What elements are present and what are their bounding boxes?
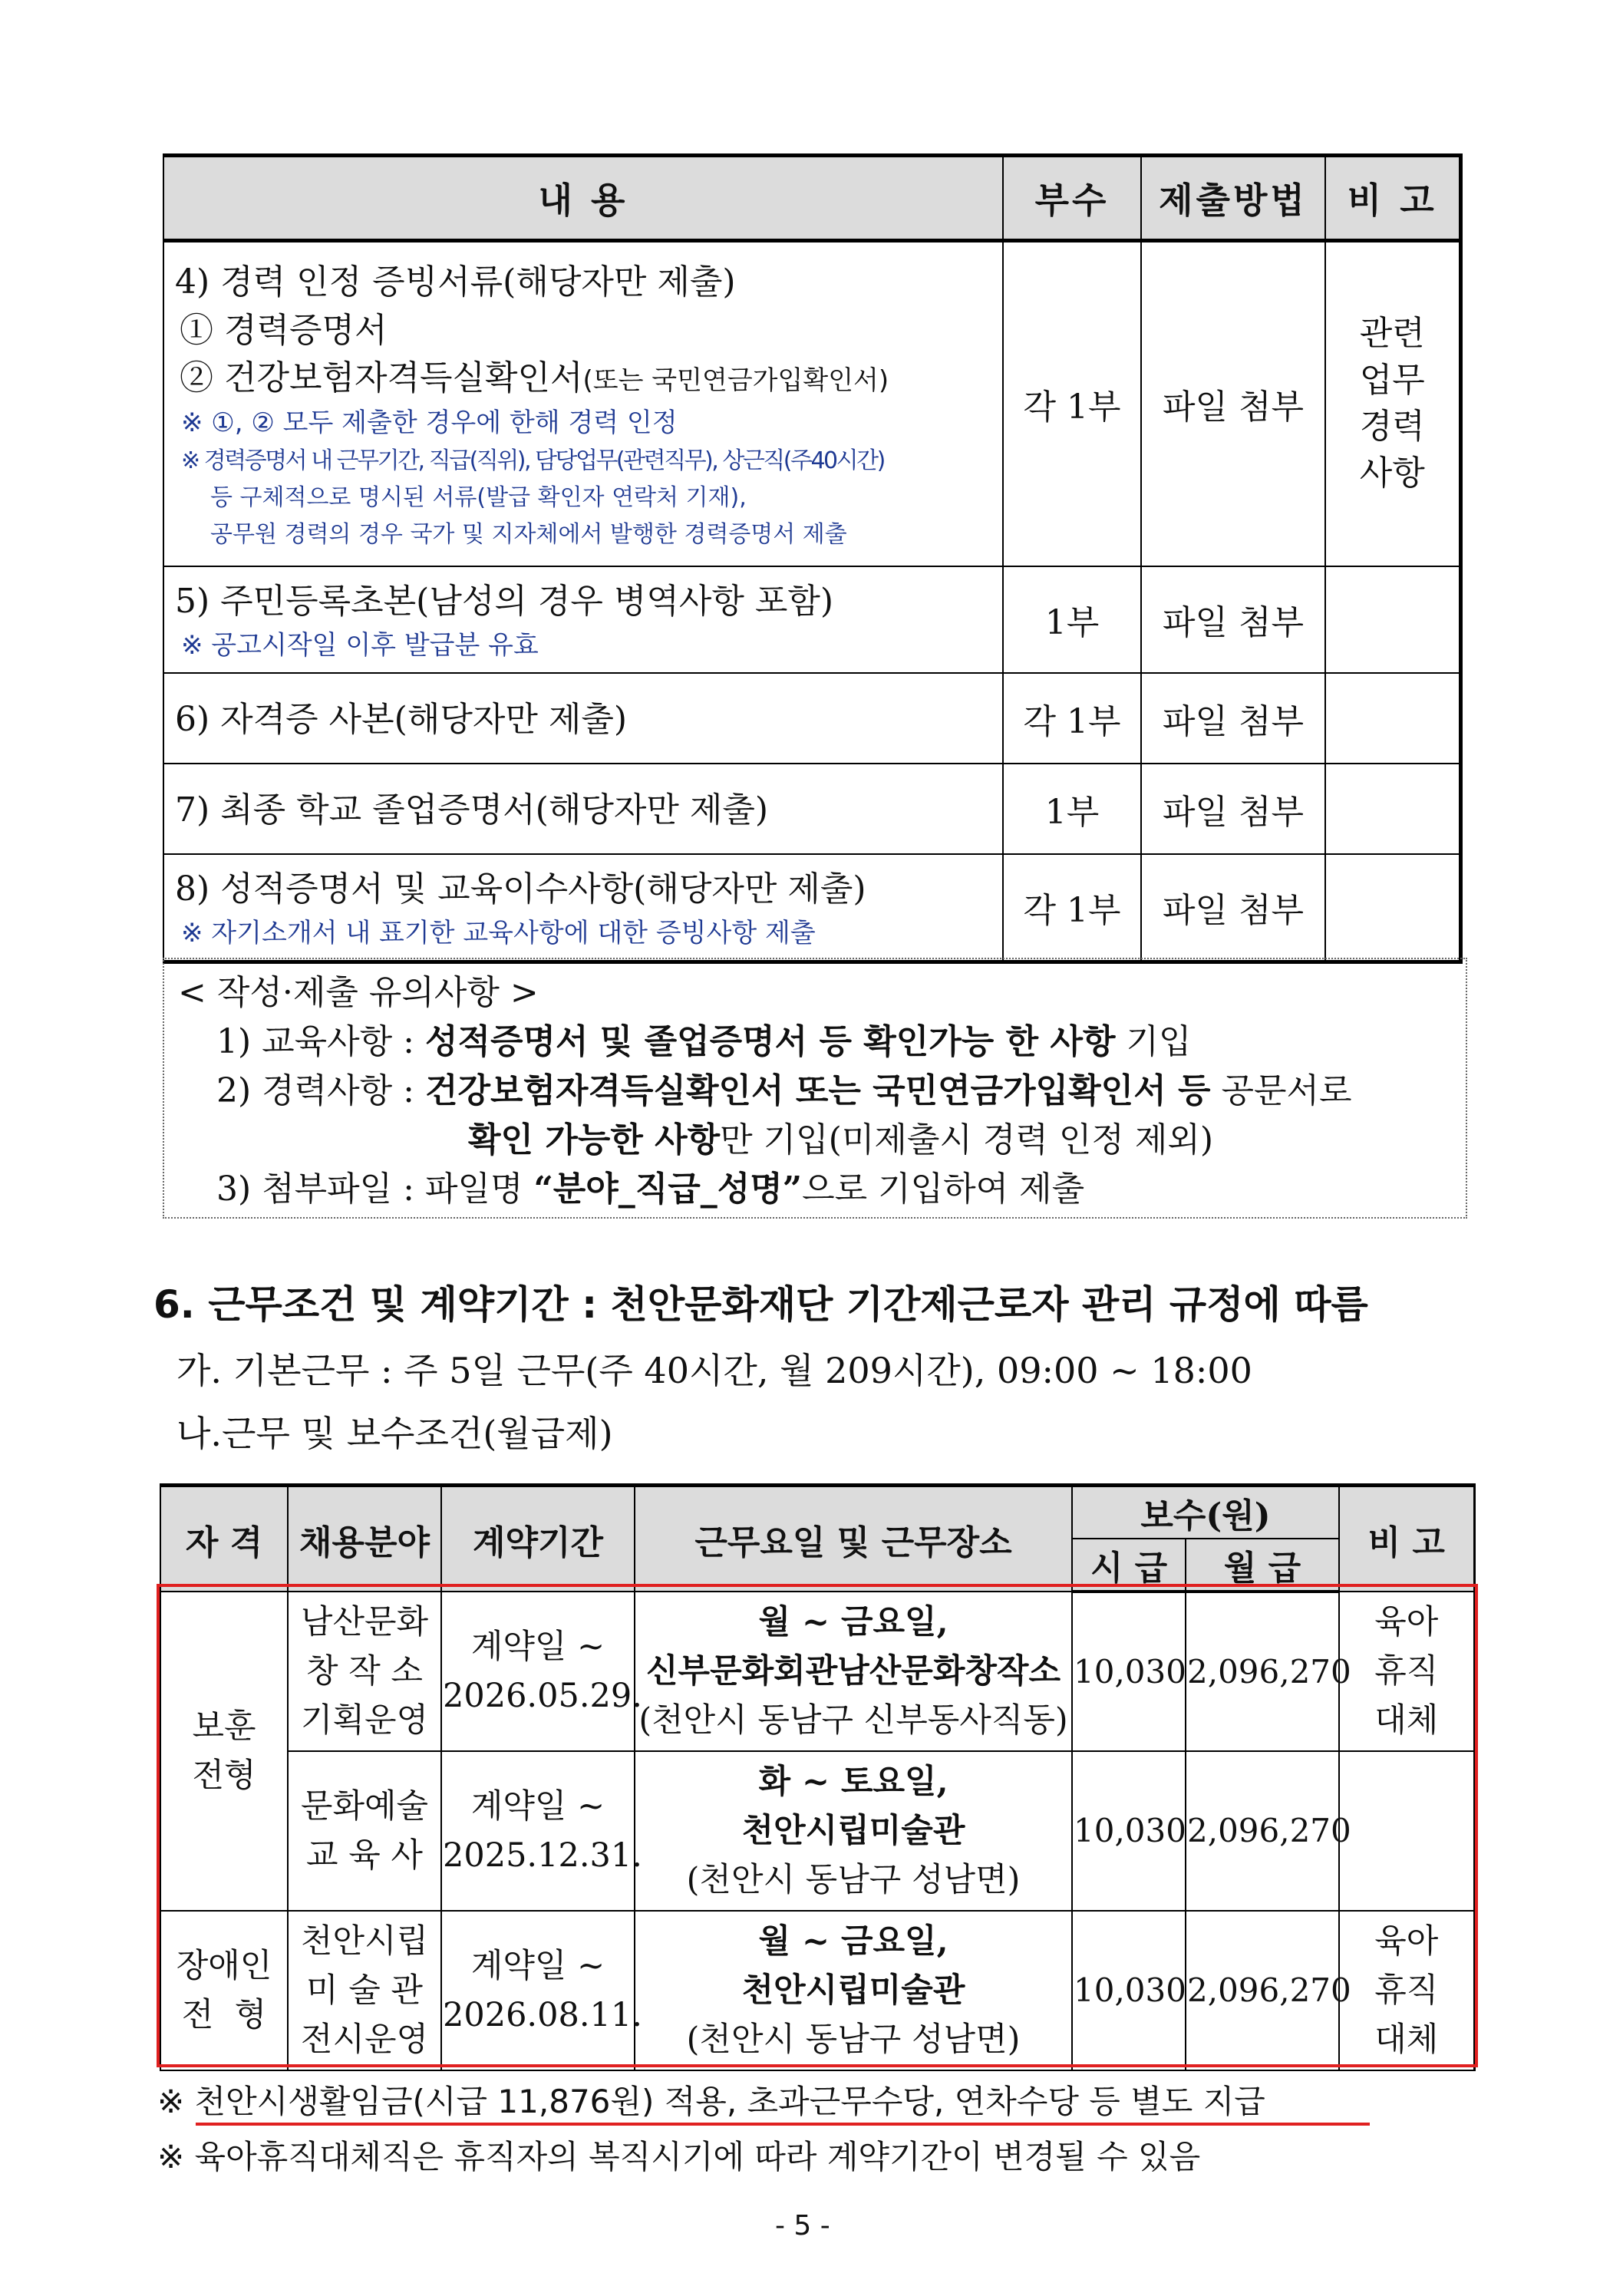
table-row-graduation: [163, 764, 1460, 854]
career-note-2a: ※ 경력증명서 내 근무기간, 직급(직위), 담당업무(관련직무), 상근직(주40시간): [181, 447, 884, 475]
documents-table: [163, 153, 1463, 964]
field-line: 전시운영: [300, 2021, 429, 2059]
health-insurance-item: [175, 355, 991, 402]
place-cell: [635, 1751, 1072, 1911]
graduation-text: 7) 최종 학교 졸업증명서(해당자만 제출): [163, 764, 1003, 854]
work-address: (천안시 동남구 신부동사직동): [638, 1701, 1068, 1740]
header-content: 내 용: [163, 156, 1003, 241]
monthly-wage: 2,096,270: [1186, 1911, 1339, 2070]
license-copies: 각 1부: [1003, 673, 1141, 764]
remarks-cell: [1339, 1911, 1474, 2070]
item-suffix: 으로 기입하여 제출: [802, 1169, 1085, 1209]
notes-item-education: [178, 1018, 1452, 1067]
item-prefix: 1) 교육사항 :: [216, 1022, 425, 1061]
field-cell: [288, 1911, 441, 2070]
header-remarks: 비 고: [1339, 1486, 1474, 1592]
transcript-copies: 각 1부: [1003, 854, 1141, 962]
resident-remarks: [1325, 566, 1460, 673]
work-days: 월 ~ 금요일,: [758, 1922, 948, 1961]
header-place: 근무요일 및 근무장소: [635, 1486, 1072, 1592]
place-cell: [635, 1592, 1072, 1751]
notes-item-career: [178, 1067, 1452, 1116]
career-note-2c: 공무원 경력의 경우 국가 및 지자체에서 발행한 경력증명서 제출: [210, 521, 847, 549]
remark-line: 사항: [1359, 453, 1425, 493]
table-row-resident: [163, 566, 1460, 673]
period-cell: [441, 1751, 642, 1911]
red-underline: [196, 2123, 1370, 2126]
career-cert-item: ① 경력증명서: [180, 310, 388, 350]
period-line: 2026.05.29.: [443, 1677, 642, 1715]
work-venue: 신부문화회관남산문화창작소: [646, 1652, 1061, 1691]
graduation-remarks: [1325, 764, 1460, 854]
period-line: 계약일 ~: [470, 1947, 605, 1985]
group-label-line: 보훈: [192, 1707, 256, 1746]
work-venue: 천안시립미술관: [741, 1812, 965, 1850]
resident-method: 파일 첨부: [1141, 566, 1325, 673]
career-note-2b: 등 구체적으로 명시된 서류(발급 확인자 연락처 기재),: [210, 484, 747, 512]
remark-line: 육아: [1374, 1922, 1439, 1961]
field-line: 창 작 소: [306, 1652, 423, 1691]
remarks-cell: [1339, 1751, 1474, 1911]
field-line: 미 술 관: [306, 1971, 423, 2010]
transcript-cell: [163, 854, 1003, 962]
footnote-parental-leave: ※ 육아휴직대체직은 휴직자의 복직시기에 따라 계약기간이 변경될 수 있음: [157, 2138, 1201, 2176]
work-address: (천안시 동남구 성남면): [686, 1861, 1021, 1899]
header-pay: 보수(원): [1072, 1486, 1339, 1539]
pension-alt-text: (또는 국민연금가입확인서): [582, 365, 889, 397]
page-number: - 5 -: [775, 2210, 830, 2242]
item-bold: 성적증명서 및 졸업증명서 등 확인가능 한 사항: [424, 1022, 1116, 1061]
field-line: 남산문화: [300, 1603, 429, 1641]
table-row: [160, 1911, 1474, 2070]
remark-line: 경력: [1359, 407, 1425, 447]
remark-line: 관련: [1359, 313, 1425, 353]
period-line: 2025.12.31.: [443, 1836, 642, 1875]
period-cell: [441, 1592, 642, 1751]
group-label-line: 전 형: [181, 1996, 267, 2034]
notes-item-career-cont: [178, 1116, 1452, 1165]
table-row: [160, 1592, 1474, 1751]
field-cell: [288, 1592, 441, 1751]
monthly-wage: 2,096,270: [1186, 1751, 1339, 1911]
hourly-wage: 10,030: [1072, 1911, 1186, 2070]
place-cell: [635, 1911, 1072, 2070]
pay-conditions-line: 나.근무 및 보수조건(월급제): [176, 1413, 613, 1454]
header-qualification: 자 격: [160, 1486, 288, 1592]
period-line: 계약일 ~: [470, 1628, 605, 1666]
remark-line: 대체: [1374, 2021, 1439, 2059]
resident-copies: 1부: [1003, 566, 1141, 673]
career-remarks: [1325, 241, 1460, 566]
header-period: 계약기간: [441, 1486, 635, 1592]
item-suffix: 만 기입(미제출시 경력 인정 제외): [720, 1120, 1213, 1160]
header-copies: 부수: [1003, 156, 1141, 241]
item-suffix: 기입: [1115, 1022, 1192, 1061]
license-method: 파일 첨부: [1141, 673, 1325, 764]
header-method: 제출방법: [1141, 156, 1325, 241]
field-line: 교 육 사: [306, 1836, 423, 1875]
field-line: 천안시립: [300, 1922, 429, 1961]
field-line: 기획운영: [300, 1701, 429, 1740]
period-cell: [441, 1911, 642, 2070]
license-text: 6) 자격증 사본(해당자만 제출): [163, 673, 1003, 764]
item-bold: 확인 가능한 사항: [468, 1120, 721, 1160]
work-address: (천안시 동남구 성남면): [686, 2021, 1021, 2059]
group-disabled: [160, 1911, 288, 2070]
resident-cell: [163, 566, 1003, 673]
field-line: 문화예술: [300, 1787, 429, 1826]
graduation-copies: 1부: [1003, 764, 1141, 854]
transcript-remarks: [1325, 854, 1460, 962]
submission-notes-box: [163, 958, 1467, 1219]
remark-line: 육아: [1374, 1603, 1439, 1641]
monthly-wage: 2,096,270: [1186, 1592, 1339, 1751]
hourly-wage: 10,030: [1072, 1592, 1186, 1751]
period-line: 계약일 ~: [470, 1787, 605, 1826]
table-row: [160, 1751, 1474, 1911]
group-veterans: [160, 1592, 288, 1911]
career-docs-title: 4) 경력 인정 증빙서류(해당자만 제출): [175, 262, 736, 302]
period-line: 2026.08.11.: [443, 1996, 642, 2034]
work-conditions-table: [160, 1483, 1476, 2071]
license-remarks: [1325, 673, 1460, 764]
notes-item-attachment: [178, 1165, 1452, 1214]
remark-line: 휴직: [1374, 1971, 1439, 2010]
item-bold: 건강보험자격득실확인서 또는 국민연금가입확인서 등: [424, 1071, 1211, 1110]
resident-text: 5) 주민등록초본(남성의 경우 병역사항 포함): [175, 581, 834, 621]
table-row-transcript: [163, 854, 1460, 962]
remark-line: 대체: [1374, 1701, 1439, 1740]
work-days: 화 ~ 토요일,: [758, 1763, 948, 1801]
career-docs-cell: [163, 241, 1003, 566]
remarks-cell: [1339, 1592, 1474, 1751]
item-prefix: 2) 경력사항 :: [216, 1071, 425, 1110]
hourly-wage: 10,030: [1072, 1751, 1186, 1911]
career-copies: 각 1부: [1003, 241, 1141, 566]
header-field: 채용분야: [288, 1486, 441, 1592]
transcript-text: 8) 성적증명서 및 교육이수사항(해당자만 제출): [175, 869, 866, 909]
work-days: 월 ~ 금요일,: [758, 1603, 948, 1641]
field-cell: [288, 1751, 441, 1911]
transcript-method: 파일 첨부: [1141, 854, 1325, 962]
footnote-living-wage: ※ 천안시생활임금(시급 11,876원) 적용, 초과근무수당, 연차수당 등 별도 지급: [157, 2083, 1265, 2120]
career-method: 파일 첨부: [1141, 241, 1325, 566]
item-suffix: 공문서로: [1210, 1071, 1352, 1110]
group-label-line: 전형: [192, 1757, 256, 1795]
career-note-1: ※ ①, ② 모두 제출한 경우에 한해 경력 인정: [181, 407, 678, 438]
graduation-method: 파일 첨부: [1141, 764, 1325, 854]
work-venue: 천안시립미술관: [741, 1971, 965, 2010]
section-6-heading: 6. 근무조건 및 계약기간 : 천안문화재단 기간제근로자 관리 규정에 따름: [153, 1282, 1368, 1327]
health-insurance-text: ② 건강보험자격득실확인서: [180, 358, 583, 398]
item-prefix: 3) 첨부파일 : 파일명: [216, 1169, 534, 1209]
notes-title: < 작성·제출 유의사항 >: [178, 973, 539, 1012]
header-monthly: 월 급: [1186, 1539, 1339, 1592]
header-remarks: 비 고: [1325, 156, 1460, 241]
remark-line: 업무: [1359, 360, 1425, 400]
remark-line: 휴직: [1374, 1652, 1439, 1691]
table-row-license: [163, 673, 1460, 764]
resident-note: ※ 공고시작일 이후 발급분 유효: [181, 629, 539, 661]
transcript-note: ※ 자기소개서 내 표기한 교육사항에 대한 증빙사항 제출: [181, 918, 816, 949]
basic-work-line: 가. 기본근무 : 주 5일 근무(주 40시간, 월 209시간), 09:00 ~ 18:00: [176, 1350, 1252, 1391]
table-row-career: [163, 241, 1460, 566]
group-label-line: 장애인: [176, 1947, 272, 1985]
item-bold: “분야_직급_성명”: [533, 1169, 803, 1209]
header-hourly: 시 급: [1072, 1539, 1186, 1592]
